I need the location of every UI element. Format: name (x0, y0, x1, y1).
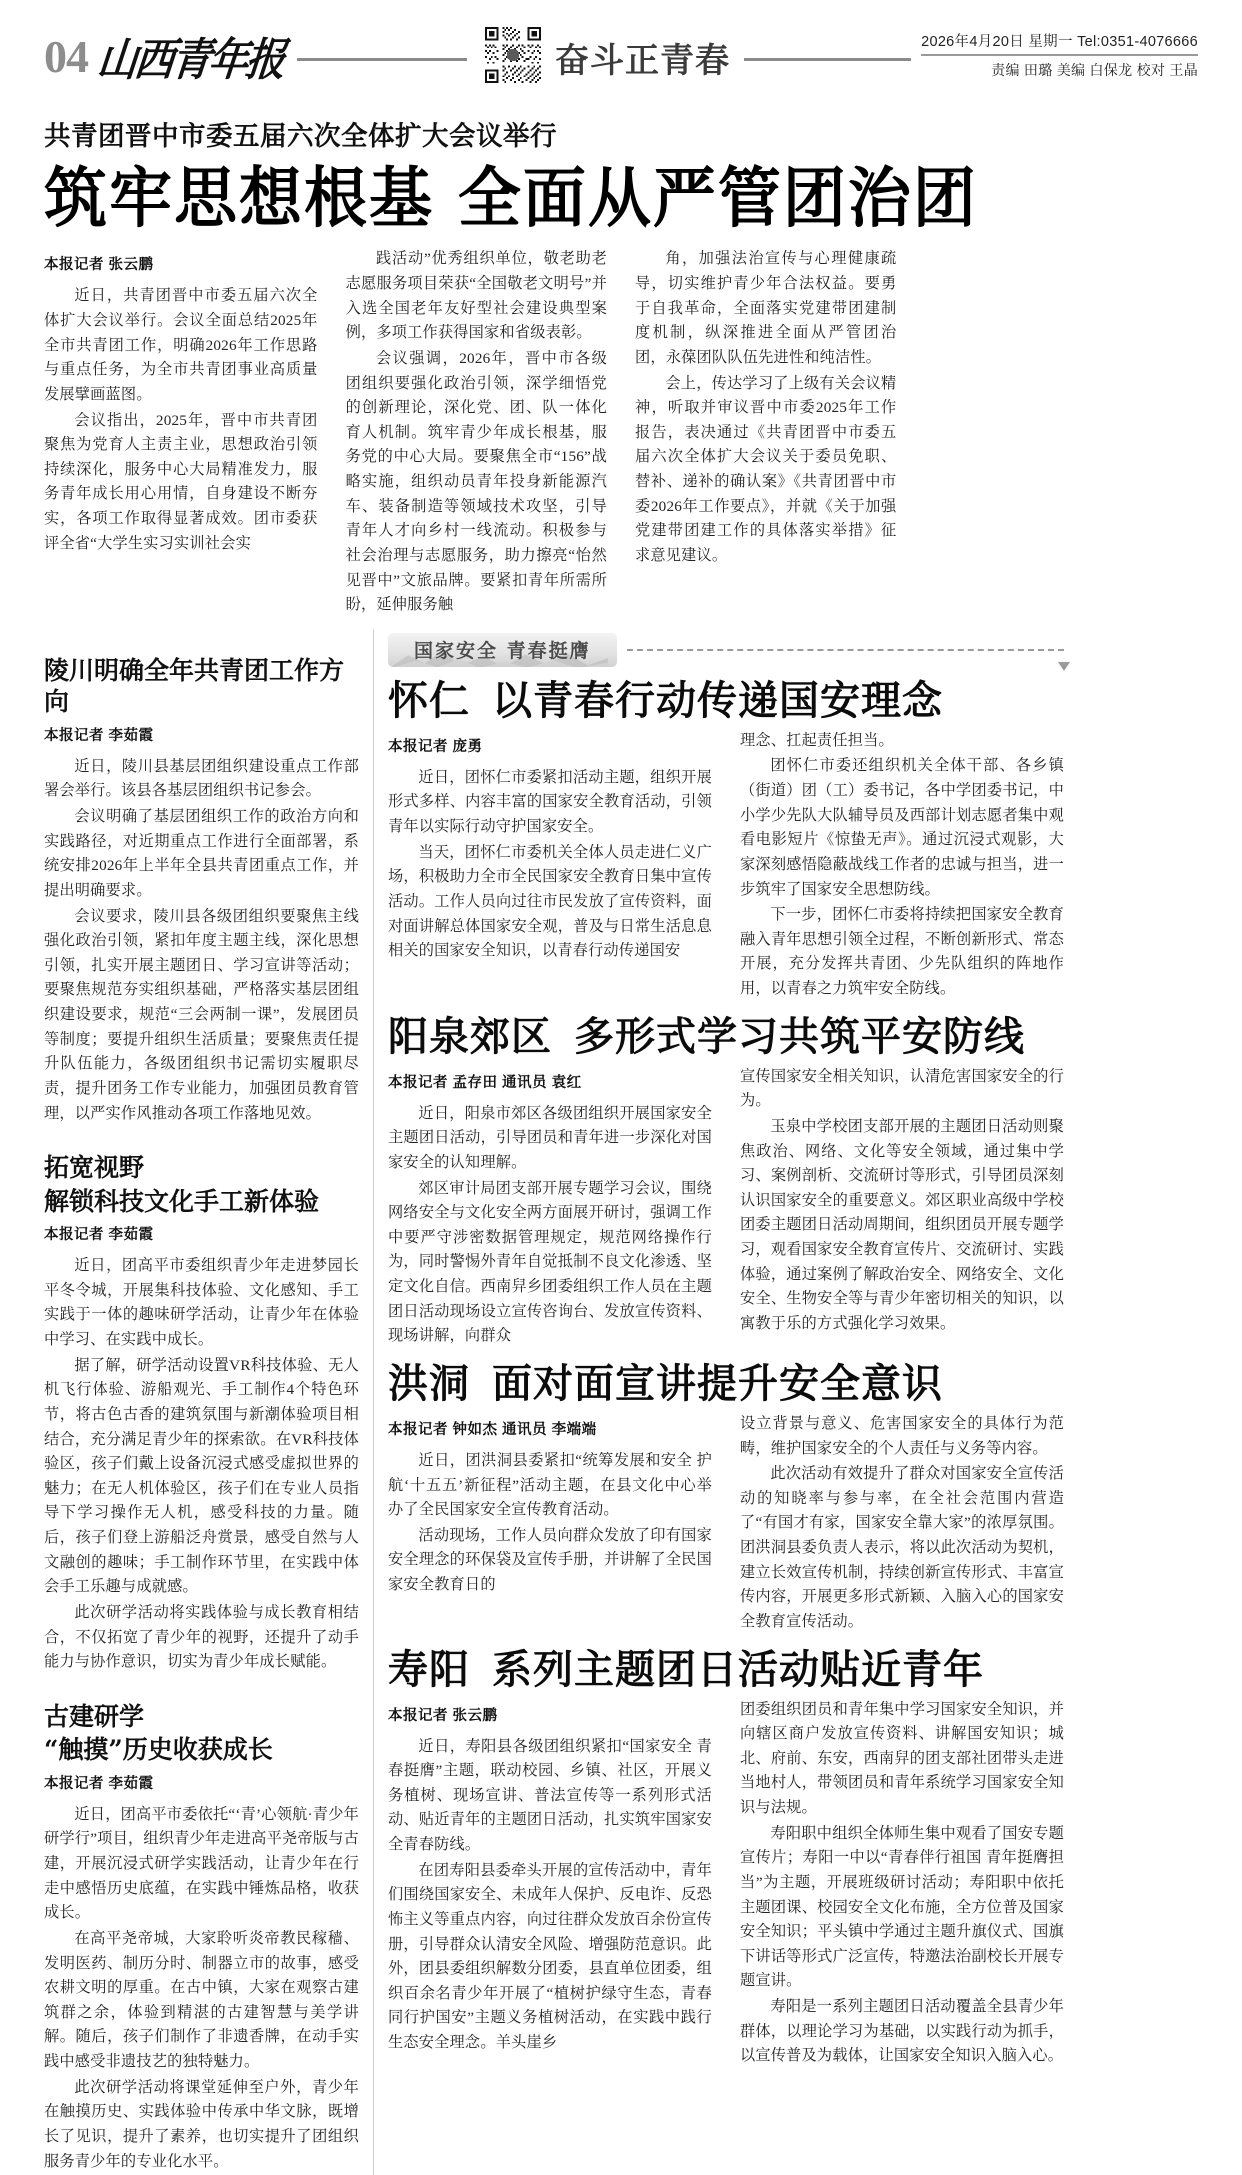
paragraph: 近日，陵川县基层团组织建设重点工作部署会举行。该县各基层团组织书记参会。 (44, 757, 359, 800)
national-security-section (374, 629, 1064, 2175)
feature-title: 系列主题团日活动贴近青年 (492, 1645, 984, 1693)
article-headline: 陵川明确全年共青团工作方向 (44, 655, 345, 717)
lead-column-2 (332, 247, 621, 618)
article-byline: 本报记者 李茹霞 (44, 727, 154, 744)
publication-date: 2026年4月20日 星期一 Tel:0351-4076666 (921, 34, 1198, 50)
article-byline: 本报记者 李茹霞 (44, 1227, 154, 1244)
editorial-staff: 责编 田璐 美编 白保龙 校对 王晶 (991, 62, 1198, 78)
paragraph: 践活动”优秀组织单位，敬老助老志愿服务项目荣获“全国敬老文明号”并入选全国老年友好型社会建设典型案例，多项工作获得国家和省级表彰。 (345, 250, 607, 342)
paragraph: 近日，团怀仁市委紧扣活动主题，组织开展形式多样、内容丰富的国家安全教育活动，引领青年以实际行动守护国家安全。 (388, 768, 712, 836)
feature-byline: 本报记者 张云鹏 (388, 1707, 498, 1724)
paragraph: 近日，共青团晋中市委五届六次全体扩大会议举行。会议全面总结2025年全市共青团工作，明确2026年工作思路与重点任务，为全市共青团事业高质量发展擘画蓝图。 (44, 287, 318, 403)
paragraph: 下一步，团怀仁市委将持续把国家安全教育融入青年思想引领全过程，不断创新形式、常态开展，充分发挥共青团、少先队组织的阵地作用，以青春之力筑牢安全防线。 (740, 906, 1064, 998)
paragraph: 会议强调，2026年，晋中市各级团组织要强化政治引领，深学细悟党的创新理论，深化党、团、队一体化育人机制。筑牢青少年成长根基，服务党的中心大局。要聚焦全市“156”战略实施，组织动员青年投身新能源汽车、装备制造等领域技术攻坚，引导青年人才向乡村一线流动。积极参与社会治理与志愿服务，助力擦亮“怡然见晋中”文旅品牌。要紧扣青年所需所盼，延伸服务触 (345, 349, 607, 614)
feature-place: 寿阳 (388, 1645, 470, 1693)
paragraph: 近日，团高平市委依托“‘青’心领航·青少年研学行”项目，组织青少年走进高平尧帝版与古建，开展沉浸式研学实践活动，让青少年在行走中感悟历史底蕴，在实践中锤炼品格，收获成长。 (44, 1805, 359, 1922)
masthead-slogan: 奋斗正青春 (555, 40, 730, 81)
lead-story-header (44, 120, 1198, 237)
paragraph: 活动现场，工作人员向群众发放了印有国家安全理念的环保袋及宣传手册，并讲解了全民国家安全教育日的 (388, 1526, 712, 1594)
meta-divider (921, 54, 1198, 56)
paragraph: 寿阳职中组织全体师生集中观看了国安专题宣传片；寿阳一中以“青春伴行祖国 青年挺膺担当”为主题，开展班级研讨活动；寿阳职中依托主题团课、校园安全文化布施，全方位普及国家安全知识；平头镇中学通过主题升旗仪式、国旗下讲话等形式广泛宣传，特邀法治副校长开展专题宣讲。 (740, 1824, 1064, 1990)
lead-column-1 (44, 247, 332, 618)
feature-headline (388, 1013, 1064, 1061)
lead-shoulder-headline: 共青团晋中市委五届六次全体扩大会议举行 (44, 121, 557, 152)
paragraph: 寿阳是一系列主题团日活动覆盖全县青少年群体，以理论学习为基础，以实践行动为抓手，以宣传普及为载体，让国家安全知识入脑入心。 (740, 1998, 1064, 2065)
section-banner-chip (388, 633, 617, 667)
paragraph: 玉泉中学校团支部开展的主题团日活动则聚焦政治、网络、文化等安全领域，通过集中学习、案例剖析、交流研讨等形式，引导团员深刻认识国家安全的重要意义。郊区职业高级中学校团委主题团日活动周期间，组织团员开展专题学习，观看国家安全教育宣传片、交流研讨、实践体验，通过案例了解政治安全、网络安全、文化安全、生物安全等与青少年密切相关的知识，以寓教于乐的方式强化学习效果。 (740, 1117, 1064, 1332)
article-gujianyanxue (44, 1701, 359, 2174)
feature-hongtong (388, 1360, 1064, 1636)
feature-headline (388, 1360, 1064, 1408)
paper-name-logo: 山西青年报 (94, 33, 286, 86)
paragraph: 郊区审计局团支部开展专题学习会议，围绕网络安全与文化安全两方面展开研讨，强调工作中要严守涉密数据管理规定，规范网络操作行为，同时警惕外青年自觉抵制不良文化渗透、坚定文化自信。西南舁乡团委组织工作人员在主题团日活动现场设立宣传咨询台、发放宣传资料、现场讲解，向群众 (388, 1179, 712, 1345)
masthead-rule-left (297, 58, 467, 61)
masthead-rule-right (744, 58, 911, 61)
paragraph: 近日，寿阳县各级团组织紧扣“国家安全 青春挺膺”主题，联动校园、乡镇、社区，开展义务植树、现场宣讲、普法宣传等一系列形式活动、贴近青年的主题团日活动，扎实筑牢国家安全青春防线。 (388, 1737, 712, 1854)
feature-place: 怀仁 (388, 676, 470, 724)
qr-code[interactable] (485, 27, 541, 83)
article-headline-line2: 解锁科技文化手工新体验 (44, 1186, 320, 1216)
feature-title: 以青春行动传递国安理念 (492, 676, 943, 724)
paragraph: 会议要求，陵川县各级团组织要聚焦主线强化政治引领，紧扣年度主题主线，深化思想引领，扎实开展主题团日、学习宣讲等活动；要聚焦规范夯实组织基础，严格落实基层团组织建设要求，规范“三会两制一课”，发展团员等制度；要提升组织生活质量；要聚焦责任提升队伍能力，各级团组织书记需切实履职尽责，提升团务工作专业能力，加强团员教育管理，以严实作风推动各项工作落地见效。 (44, 907, 359, 1122)
feature-byline: 本报记者 钟如杰 通讯员 李端端 (388, 1421, 597, 1438)
masthead (44, 0, 1198, 108)
article-headline-line1: 拓宽视野 (44, 1153, 145, 1183)
paragraph: 近日，团高平市委组织青少年走进梦园长平冬令城，开展集科技体验、文化感知、手工实践于一体的趣味研学活动，让青少年在体验中学习、在实践中成长。 (44, 1257, 359, 1349)
section-banner (388, 633, 1064, 667)
paragraph: 团委组织团员和青年集中学习国家安全知识，并向辖区商户发放宣传资料、讲解国安知识；城北、府前、东安，西南舁的团支部社团带头走进当地村人，带领团员和青年系统学习国家安全知识与法规。 (740, 1700, 1064, 1817)
paragraph: 会上，传达学习了上级有关会议精神，听取并审议晋中市委2025年工作报告，表决通过《共青团晋中市委五届六次全体扩大会议关于委员免职、替补、递补的确认案》《共青团晋中市委2026年工作要点》，并就《关于加强党建带团建工作的具体落实举措》征求意见建议。 (635, 374, 897, 564)
feature-headline (388, 1646, 1064, 1694)
paragraph: 此次研学活动将实践体验与成长教育相结合，不仅拓宽了青少年的视野，还提升了动手能力与协作意识，切实为青少年成长赋能。 (44, 1603, 359, 1671)
paragraph: 会议指出，2025年，晋中市共青团聚焦为党育人主责主业，思想政治引领持续深化，服务中心大局精准发力，服务青年成长用心用情，自身建设不断夯实，各项工作取得显著成效。团市委获评全省“大学生实习实训社会实 (44, 411, 318, 552)
paragraph: 理念、扛起责任担当。 (740, 731, 894, 749)
paragraph: 宣传国家安全相关知识，认清危害国家安全的行为。 (740, 1067, 1064, 1110)
article-headline-line1: 古建研学 (44, 1701, 145, 1731)
paragraph: 近日，团洪洞县委紧扣“统筹发展和安全 护航‘十五五’新征程”活动主题，在县文化中心举办了全民国家安全宣传教育活动。 (388, 1451, 712, 1519)
feature-huairen (388, 677, 1064, 1003)
lead-column-3 (621, 247, 910, 618)
paragraph: 设立背景与意义、危害国家安全的具体行为范畴，维护国家安全的个人责任与义务等内容。 (740, 1414, 1064, 1457)
paragraph: 团怀仁市委还组织机关全体干部、各乡镇（街道）团（工）委书记，各中学团委书记，中小学少先队大队辅导员及西部计划志愿者集中观看电影短片《惊蛰无声》。通过沉浸式观影，大家深刻感悟隐蔽战线工作者的忠诚与担当，进一步筑牢了国家安全思想防线。 (740, 757, 1064, 898)
lead-column-4-empty (910, 247, 1198, 618)
section-banner-dashed-rule (627, 649, 1064, 651)
feature-byline: 本报记者 庞勇 (388, 738, 483, 755)
lead-byline: 本报记者 张云鹏 (44, 257, 154, 274)
section-banner-label: 国家安全 青春挺膺 (414, 640, 591, 663)
page-number: 04 (44, 31, 88, 82)
feature-shouyang (388, 1646, 1064, 2070)
paragraph: 近日，阳泉市郊区各级团组织开展国家安全主题团日活动，引导团员和青年进一步深化对国家安全的认知理解。 (388, 1104, 712, 1171)
feature-yangquanjiaoqu (388, 1013, 1064, 1350)
paragraph: 当天，团怀仁市委机关全体人员走进仁义广场，积极助力全市全民国家安全教育日集中宣传活动。工作人员向过往市民发放了宣传资料，面对面讲解总体国家安全观，普及与日常生活息息相关的国家安全知识，以青春行动传递国安 (388, 843, 712, 960)
lead-story-body (44, 247, 1198, 618)
lower-page-area (44, 629, 1198, 2175)
paragraph: 在团寿阳县委牵头开展的宣传活动中，青年们围绕国家安全、未成年人保护、反电诈、反恐怖主义等重点内容，向过往群众发放百余份宣传册，引导群众认清安全风险、增强防范意识。此外，团县委组织解数分团委，县直单位团委，组织百余名青少年开展了“植树护绿守生态，青春同行护国安”主题义务植树活动，在实践中践行生态安全理念。羊头崖乡 (388, 1861, 712, 2052)
paragraph: 会议明确了基层团组织工作的政治方向和实践路径，对近期重点工作进行全面部署，系统安排2026年上半年全县共青团重点工作，并提出明确要求。 (44, 808, 359, 899)
paragraph: 此次活动有效提升了群众对国家安全宣传活动的知晓率与参与率，在全社会范围内营造了“有国才有家，国家安全靠大家”的浓厚氛围。团洪洞县委负责人表示，将以此次活动为契机，建立长效宣传机制，持续创新宣传形式、丰富宣传内容，开展更多形式新颖、入脑入心的国家安全教育宣传活动。 (740, 1465, 1064, 1630)
lead-main-headline: 筑牢思想根基 全面从严管团治团 (44, 159, 978, 237)
article-tuokuanshiye (44, 1152, 359, 1675)
feature-title: 多形式学习共筑平安防线 (574, 1012, 1025, 1060)
article-byline: 本报记者 李茹霞 (44, 1775, 154, 1792)
qr-code-icon (485, 27, 541, 83)
paragraph: 角，加强法治宣传与心理健康疏导，切实维护青少年合法权益。要勇于自我革命，全面落实党建带团建制度机制，纵深推进全面从严管团治团，永葆团队队伍先进性和纯洁性。 (635, 250, 897, 366)
feature-headline (388, 677, 1064, 725)
article-lingchuan (44, 655, 359, 1126)
feature-place: 阳泉郊区 (388, 1012, 552, 1060)
article-headline-line2: “触摸”历史收获成长 (44, 1735, 273, 1765)
feature-byline: 本报记者 孟存田 通讯员 袁红 (388, 1074, 582, 1091)
paragraph: 在高平尧帝城，大家聆听炎帝教民稼穑、发明医药、制历分时、制器立市的故事，感受农耕文明的厚重。在古中镇，大家在观察古建筑群之余，体验到精湛的古建智慧与美学讲解。随后，孩子们制作了非遗香牌，在动手实践中感受非遗技艺的独特魅力。 (44, 1929, 359, 2071)
masthead-meta (921, 30, 1198, 80)
paragraph: 此次研学活动将课堂延伸至户外，青少年在触摸历史、实践体验中传承中华文脉，既增长了见识，提升了素养，也切实提升了团组织服务青少年的专业化水平。 (44, 2078, 359, 2170)
left-column-articles (44, 629, 374, 2175)
feature-place: 洪洞 (388, 1359, 470, 1407)
paragraph: 据了解，研学活动设置VR科技体验、无人机飞行体验、游船观光、手工制作4个特色环节，将古色古香的建筑氛围与新潮体验项目相结合，充分满足青少年的探索欲。在VR科技体验区，孩子们戴上设备沉浸式感受虚拟世界的魅力；在无人机体验区，孩子们在专业人员指导下学习操作无人机，感受科技的力量。随后，孩子们登上游船泛舟赏景，感受自然与人文融创的趣味；手工制作环节里，在实践中体会手工乐趣与成就感。 (44, 1356, 359, 1596)
feature-title: 面对面宣讲提升安全意识 (492, 1359, 943, 1407)
